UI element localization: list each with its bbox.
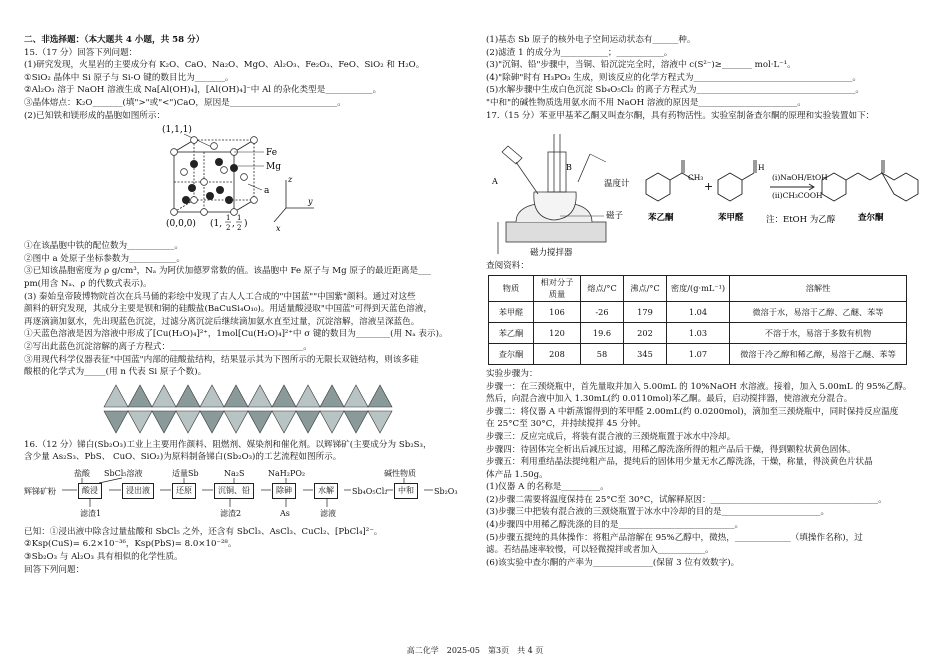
q15-3: (3) 秦始皇帝陵博物院首次在兵马俑的彩绘中发现了古人人工合成的"中国蓝""中国紫"颜料。通过对这些 (24, 291, 416, 302)
label-stir-bar: 磁子 (606, 211, 624, 222)
step-neutralize: 中和 (394, 483, 418, 499)
th-mw: 相对分子质量 (534, 275, 581, 301)
tetrahedron-top (320, 385, 344, 407)
label-thermometer: 温度计 (604, 179, 630, 190)
q15-3d: ①天蓝色溶液是因为溶液中形成了[Cu(H₂O)₄]²⁺，1mol[Cu(H₂O)₄]²⁺中 σ 键的数目为________(用 Nₐ 表示)。 (24, 329, 448, 340)
step-remove-as: 除砷 (272, 483, 296, 499)
tetrahedron-bottom (224, 411, 248, 433)
name-acetophenone: 苯乙酮 (648, 213, 674, 224)
q17-head: 17.（15 分）苯亚甲基苯乙酮又叫查尔酮，具有药物活性。实验室制备查尔酮的原理和实验装置如下： (486, 110, 875, 121)
known-3: ③Sb₂O₃ 与 Al₂O₃ 具有相似的化学性质。 (24, 552, 183, 563)
crystal-figure (24, 122, 464, 240)
left-column (24, 34, 464, 576)
tetrahedron-bottom (128, 411, 152, 433)
q15-1a: ①SiO₂ 晶体中 Si 原子与 Si-O 键的数目比为_______。 (24, 72, 234, 83)
tetrahedron-top (104, 385, 128, 407)
silicate-chain-figure (24, 379, 464, 439)
th-mp: 熔点/°C (581, 275, 624, 301)
table-row: 查尔酮 208 58 345 1.07 微溶于冷乙醇和稀乙醇，易溶于乙醚、苯等 (489, 343, 907, 364)
r2: (2)滤渣 1 的成分为___________；___________。 (486, 47, 673, 58)
condition-1: (i)NaOH/EtOH (772, 173, 828, 183)
q15-3e: ②写出此蓝色沉淀溶解的离子方程式：_______________________________。 (24, 341, 312, 352)
q15-2c2: pm(用含 Nₐ、ρ 的代数式表示)。 (24, 278, 152, 289)
q15-head: 15.（17 分）回答下列问题： (24, 47, 138, 58)
tetrahedron-bottom (200, 411, 224, 433)
ans-4: (4)步骤四中用稀乙醇洗涤的目的是___________________________。 (486, 520, 744, 531)
q15-1: (1)研究发现，火星岩的主要成分有 K₂O、CaO、Na₂O、MgO、Al₂O₃、Fe₂O₃、FeO、SiO₂ 和 H₂O。 (24, 60, 425, 71)
tetrahedron-top (200, 385, 224, 407)
tetrahedron-bottom (104, 411, 128, 433)
reagent-sb: 适量Sb (172, 468, 199, 478)
q16-head2: 含少量 As₂S₃、PbS、 CuO、SiO₂)为原料制备锑白(Sb₂O₃)的工艺流程如图所示。 (24, 452, 342, 463)
page-footer: 高二化学 2025-05 第3页 共 4 页 (406, 646, 544, 655)
reagent-nah2po2: NaH₂PO₂ (268, 468, 306, 478)
tetrahedron-bottom (176, 411, 200, 433)
axis-x: x (276, 224, 281, 234)
label-B: B (566, 163, 572, 173)
tetrahedron-bottom (152, 411, 176, 433)
a-label: a (264, 186, 270, 197)
table-row: 苯甲醛 106 -26 179 1.04 微溶于水，易溶于乙醇、乙醚、苯等 (489, 301, 907, 322)
reagent-na2s: Na₂S (224, 468, 245, 478)
step-acid-leach: 酸浸 (78, 483, 102, 499)
ans-2: (2)步骤二需要将温度保持在 25°C至 30°C，试解释原因：_______________________________________。 (486, 494, 887, 505)
fe-label: Fe (266, 148, 278, 159)
plus-sign: + (704, 180, 714, 194)
tetrahedron-top (344, 385, 368, 407)
arsenic: As (280, 508, 290, 518)
q15-3c: 再逐滴滴加氨水，先出现蓝色沉淀，过滤分离沉淀后继续滴加氨水直至过量，沉淀溶解，溶液呈深蓝色。 (24, 316, 420, 327)
known-1: 已知：①浸出液中除含过量盐酸和 SbCl₅ 之外，还含有 SbCl₃、AsCl₃、CuCl₂、[PbCl₄]²⁻。 (24, 526, 383, 537)
apparatus-reaction-figure (486, 122, 926, 260)
th-substance: 物质 (489, 275, 534, 301)
steps-title: 实验步骤为： (486, 368, 538, 379)
tetrahedron-bottom (296, 411, 320, 433)
step-1b: 然后，向混合液中加入 1.30mL(约 0.0110mol)苯乙酮。最后，启动搅拌器，使溶液充分混合。 (486, 394, 853, 405)
ans-5b: 滤。若结晶速率较慢，可以轻微搅拌或者加入___________。 (486, 545, 714, 556)
tetrahedron-top (176, 385, 200, 407)
frac-den: 2 (226, 224, 231, 233)
step-1: 步骤一：在三颈烧瓶中，首先量取并加入 5.00mL 的 10%NaOH 水溶液。接着，加入 5.00mL 的 95%乙醇。 (486, 381, 912, 392)
q15-1c: ③晶体熔点：K₂O_______(填">"或"<")CaO，原因是_________________________。 (24, 97, 346, 108)
ans-3: (3)步骤三中把装有混合液的三颈烧瓶置于冰水中冷却的目的是_______________________。 (486, 507, 830, 518)
tetrahedron-bottom (248, 411, 272, 433)
known-2: ②Ksp(CuS)= 6.2×10⁻³⁶，Ksp(PbS)= 8.0×10⁻²⁸。 (24, 539, 237, 550)
ore-label: 辉锑矿粉 (24, 486, 56, 496)
tetrahedron-bottom (368, 411, 392, 433)
q15-3g: 酸根的化学式为_____(用 n 代表 Si 原子个数)。 (24, 367, 207, 378)
label-stirrer: 磁力搅拌器 (530, 248, 573, 259)
step-reduce: 还原 (172, 483, 196, 499)
q15-2: (2)已知铁和镁形成的晶胞如图所示： (24, 110, 166, 121)
frac-num: 1 (226, 214, 231, 223)
tetrahedron-top (368, 385, 392, 407)
th-solubility: 溶解性 (730, 275, 907, 301)
svg-text:,: , (232, 219, 235, 230)
frac-den2: 2 (237, 224, 242, 233)
q15-2c: ③已知该晶胞密度为 ρ g/cm³，Nₐ 为阿伏加德罗常数的值。该晶胞中 Fe 原子与 Mg 原子的最近距离是___ (24, 266, 431, 277)
name-benzaldehyde: 苯甲醛 (718, 213, 744, 224)
tetrahedron-top (296, 385, 320, 407)
q15-3b: 颜料的研究发现，其成分主要是钡和铜的硅酸盐(BaCuSi₄O₁₀)。用适量酸浸取"中国蓝"可得到天蓝色溶液， (24, 304, 432, 315)
q15-3f: ③用现代科学仪器表征"中国蓝"内部的硅酸盐结构，结果显示其为下图所示的无限长双链结构，则该多硅 (24, 354, 419, 365)
bottom-coord-label: (1, (210, 219, 223, 230)
residue1: 滤渣1 (80, 508, 102, 518)
r3: (3)"沉铜、铅"步骤中，当铜、铅沉淀完全时，溶液中 c(S²⁻)≥_______ mol·L⁻¹。 (486, 60, 796, 71)
process-flow-diagram (24, 468, 464, 522)
right-column (486, 34, 926, 569)
property-table (488, 275, 907, 365)
tetrahedron-top (272, 385, 296, 407)
axis-y: y (308, 197, 313, 207)
r6: "中和"的碱性物质选用氨水而不用 NaOH 溶液的原因是_______________________。 (486, 97, 806, 108)
table-row: 苯乙酮 120 19.6 202 1.03 不溶于水，易溶于多数有机物 (489, 322, 907, 343)
reagent-hcl: 盐酸 (74, 468, 90, 478)
name-chalcone: 查尔酮 (858, 213, 884, 224)
step-5b: 体产品 1.50g。 (486, 469, 548, 480)
step-4: 步骤四：待固体完全析出后减压过滤，用稀乙醇洗涤所得的粗产品后干燥，得到颗粒状黄色固体。 (486, 444, 856, 455)
step-2: 步骤二：将仪器 A 中新蒸馏得到的苯甲醛 2.00mL(约 0.0200mol)，滴加至三颈烧瓶中，同时保持反应温度 (486, 406, 899, 417)
residue2: 滤渣2 (220, 508, 242, 518)
ans-1: (1)仪器 A 的名称是_________。 (486, 482, 609, 493)
tetrahedron-bottom (344, 411, 368, 433)
th-bp: 沸点/°C (624, 275, 667, 301)
tetrahedron-bottom (320, 411, 344, 433)
filtrate: 滤液 (320, 508, 336, 518)
lookup-title: 查阅资料： (486, 261, 529, 272)
step-leachate: 浸出液 (122, 483, 154, 499)
frac-num2: 1 (237, 214, 242, 223)
crystal-cell-diagram (24, 122, 324, 240)
intermediate-label: Sb₄O₅Cl₂ (352, 486, 388, 496)
q16-head: 16.（12 分）锑白(Sb₂O₃)工业上主要用作颜料、阻燃剂、媒染剂和催化剂。以辉锑矿(主要成分为 Sb₂S₃， (24, 439, 432, 450)
tetrahedron-top (128, 385, 152, 407)
step-5: 步骤五：利用重结晶法提纯粗产品，提纯后的固体用少量无水乙醇洗涤，干燥，称量，得淡黄色片状晶 (486, 457, 873, 468)
apparatus-diagram (486, 122, 926, 260)
r5: (5)水解步骤中生成白色沉淀 Sb₄O₅Cl₂ 的离子方程式为_____________________________________。 (486, 85, 864, 96)
h-label: H (758, 163, 765, 173)
label-A: A (492, 177, 498, 187)
q15-1b: ②Al₂O₃ 溶于 NaOH 溶液生成 Na[Al(OH)₄]，[Al(OH)₄]⁻中 Al 的杂化类型是___________。 (24, 85, 382, 96)
reagent-base: 碱性物质 (384, 468, 416, 478)
answer-prompt: 回答下列问题： (24, 564, 85, 575)
tetrahedron-top (248, 385, 272, 407)
mg-label: Mg (266, 162, 281, 173)
svg-text:): ) (244, 219, 248, 230)
step-hydrolysis: 水解 (314, 483, 338, 499)
flow-arrows (24, 468, 464, 522)
tetrahedron-top (152, 385, 176, 407)
tetrahedron-top (224, 385, 248, 407)
ch3-label: CH₃ (688, 173, 704, 183)
th-density: 密度/(g·mL⁻¹) (667, 275, 730, 301)
section-title: 二、非选择题：（本大题共 4 小题，共 58 分） (24, 35, 205, 45)
q15-2a: ①在该晶胞中铁的配位数为___________。 (24, 241, 183, 252)
product-label: Sb₂O₃ (434, 486, 458, 496)
r4: (4)"除砷"时有 H₃PO₃ 生成，则该反应的化学方程式为_____________________________________。 (486, 72, 862, 83)
ans-5: (5)步骤五提纯的具体操作：将粗产品溶解在 95%乙醇中，微热，_____________（填操作名称)，过 (486, 532, 863, 543)
r1: (1)基态 Sb 原子的核外电子空间运动状态有______种。 (486, 35, 696, 45)
step-precip: 沉铜、铅 (214, 483, 254, 499)
condition-2: (ii)CH₃COOH (772, 191, 823, 201)
origin-label: (0,0,0) (166, 219, 196, 230)
axis-z: z (288, 175, 293, 185)
table-header-row (489, 275, 907, 301)
step-2b: 在 25°C至 30°C，并持续搅拌 45 分钟。 (486, 419, 647, 430)
step-3: 步骤三：反应完成后，将装有混合液的三颈烧瓶置于冰水中冷却。 (486, 431, 736, 442)
etoh-note: 注：EtOH 为乙醇 (766, 215, 836, 226)
tetrahedron-bottom (272, 411, 296, 433)
ans-6: (6)该实验中查尔酮的产率为______________(保留 3 位有效数字)。 (486, 557, 740, 568)
q15-2b: ②图中 a 处原子坐标参数为___________。 (24, 253, 185, 264)
reagent-sbcl5: SbCl₅溶液 (104, 468, 143, 478)
silicate-double-chain (24, 379, 464, 439)
top-coord-label: (1,1,1) (162, 125, 192, 136)
